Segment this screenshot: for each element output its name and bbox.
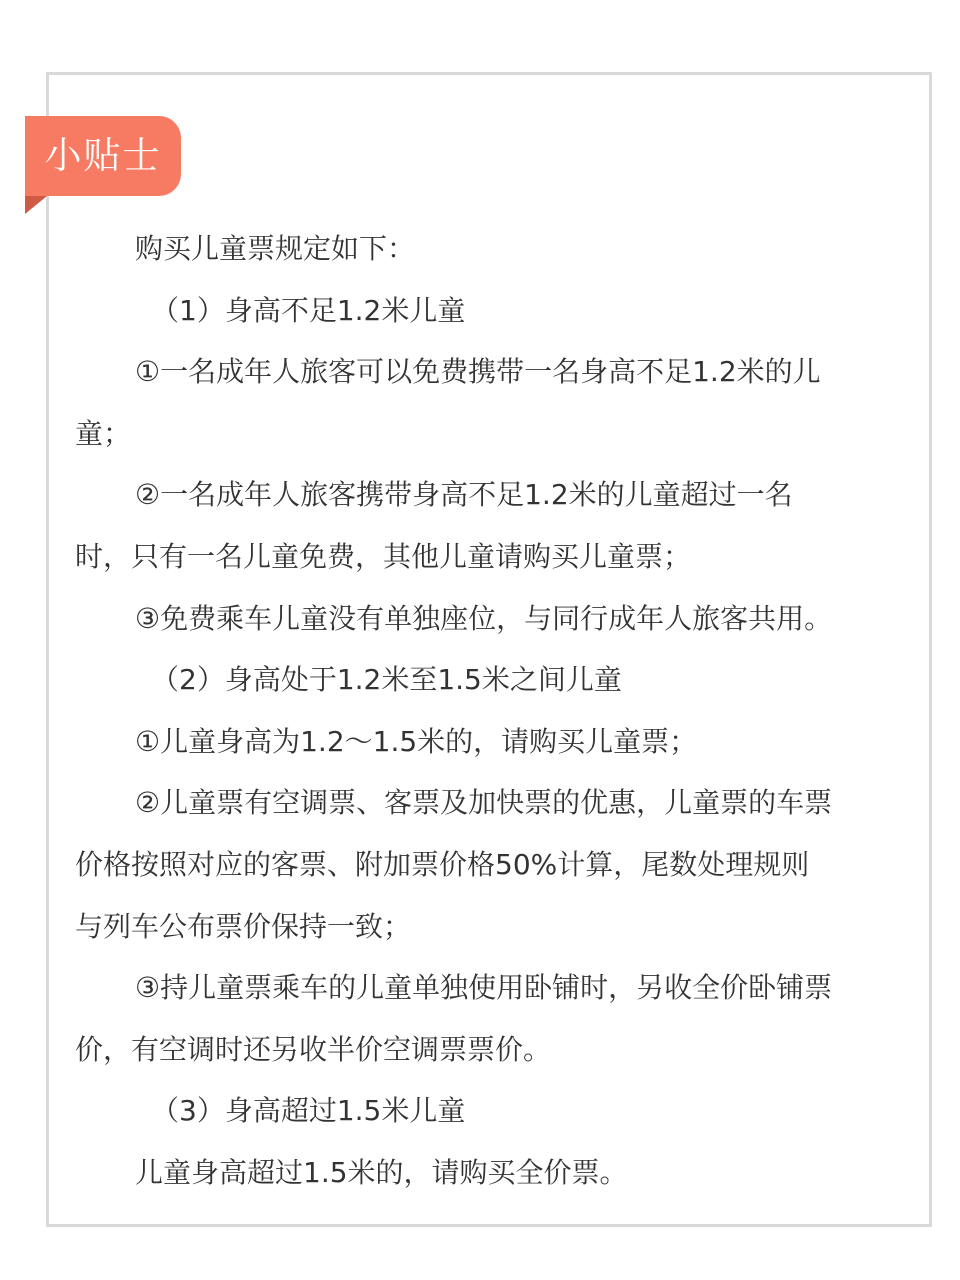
- section-2-item-2: ②儿童票有空调票、客票及加快票的优惠，儿童票的车票: [135, 786, 833, 820]
- tips-tag: [25, 116, 181, 196]
- section-1-item-1-continued: 童；: [75, 416, 132, 450]
- section-1-item-2: ②一名成年人旅客携带身高不足1.2米的儿童超过一名: [135, 478, 793, 512]
- tips-tag-label: 小贴士: [44, 134, 162, 177]
- section-2-heading: （2）身高处于1.2米至1.5米之间儿童: [151, 663, 622, 697]
- section-3-item: 儿童身高超过1.5米的，请购买全价票。: [135, 1155, 628, 1189]
- section-2-item-2-continued-1: 价格按照对应的客票、附加票价格50%计算，尾数处理规则: [75, 847, 810, 881]
- tips-content: [75, 218, 907, 1204]
- section-1-item-1: ①一名成年人旅客可以免费携带一名身高不足1.2米的儿: [135, 355, 821, 389]
- section-2-item-3-continued: 价，有空调时还另收半价空调票票价。: [75, 1032, 552, 1066]
- section-1-heading: （1）身高不足1.2米儿童: [151, 293, 466, 327]
- section-2-item-2-continued-2: 与列车公布票价保持一致；: [75, 909, 412, 943]
- section-2-item-3: ③持儿童票乘车的儿童单独使用卧铺时，另收全价卧铺票: [135, 971, 833, 1005]
- section-1-item-2-continued: 时，只有一名儿童免费，其他儿童请购买儿童票；: [75, 539, 692, 573]
- section-2-item-1: ①儿童身高为1.2～1.5米的，请购买儿童票；: [135, 724, 698, 758]
- section-3-heading: （3）身高超过1.5米儿童: [151, 1094, 466, 1128]
- intro-heading: 购买儿童票规定如下：: [135, 232, 416, 265]
- section-1-item-3: ③免费乘车儿童没有单独座位，与同行成年人旅客共用。: [135, 601, 833, 635]
- tag-fold: [25, 196, 47, 214]
